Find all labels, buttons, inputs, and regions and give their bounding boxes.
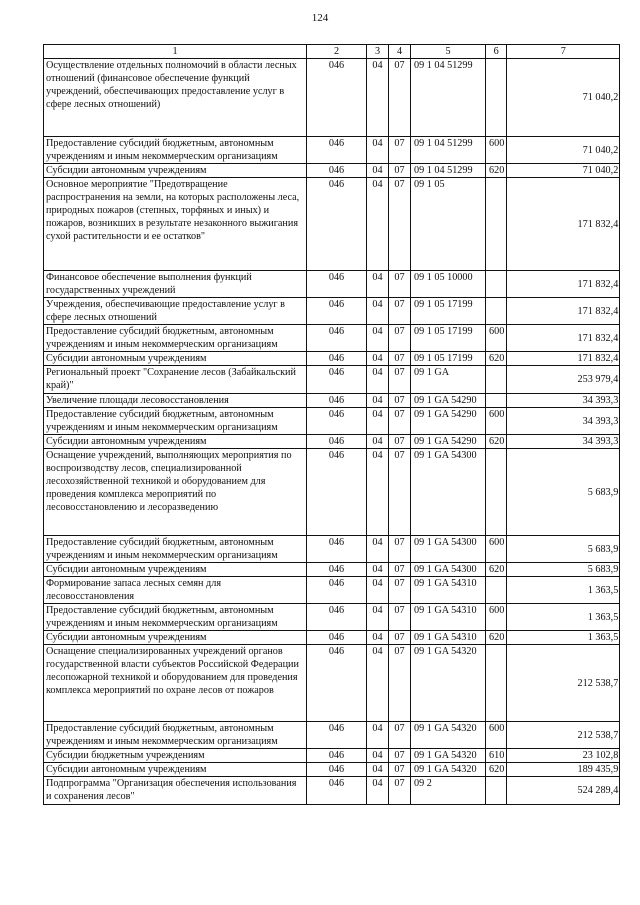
target-item-code-cell: 09 1 04 51299	[411, 59, 486, 137]
expense-type-code-cell	[486, 59, 507, 137]
column-number-header: 4	[389, 45, 411, 59]
table-row	[44, 563, 620, 577]
ministry-code-cell: 046	[307, 749, 367, 763]
table-row	[44, 59, 620, 137]
item-name-cell: Предоставление субсидий бюджетным, автономным учреждениям и иным некоммерческим организациям	[44, 408, 307, 435]
amount-cell: 34 393,3	[507, 394, 620, 408]
item-name-cell: Субсидии автономным учреждениям	[44, 352, 307, 366]
column-number-header: 3	[367, 45, 389, 59]
ministry-code-cell: 046	[307, 298, 367, 325]
subsection-code-cell: 07	[389, 325, 411, 352]
target-item-code-cell: 09 1 GA 54300	[411, 563, 486, 577]
item-name-cell: Предоставление субсидий бюджетным, автономным учреждениям и иным некоммерческим организациям	[44, 325, 307, 352]
amount-cell: 212 538,7	[507, 645, 620, 722]
table-row	[44, 631, 620, 645]
amount-cell: 171 832,4	[507, 352, 620, 366]
ministry-code-cell: 046	[307, 604, 367, 631]
target-item-code-cell: 09 1 GA 54320	[411, 749, 486, 763]
expense-type-code-cell: 600	[486, 408, 507, 435]
section-code-cell: 04	[367, 777, 389, 805]
table-row	[44, 137, 620, 164]
ministry-code-cell: 046	[307, 366, 367, 394]
item-name-cell: Предоставление субсидий бюджетным, автономным учреждениям и иным некоммерческим организациям	[44, 722, 307, 749]
ministry-code-cell: 046	[307, 394, 367, 408]
subsection-code-cell: 07	[389, 271, 411, 298]
amount-cell: 1 363,5	[507, 631, 620, 645]
target-item-code-cell: 09 1 05 17199	[411, 352, 486, 366]
expense-type-code-cell: 620	[486, 435, 507, 449]
subsection-code-cell: 07	[389, 563, 411, 577]
column-number-header: 5	[411, 45, 486, 59]
expense-type-code-cell: 600	[486, 536, 507, 563]
amount-cell: 71 040,2	[507, 164, 620, 178]
target-item-code-cell: 09 1 GA	[411, 366, 486, 394]
subsection-code-cell: 07	[389, 536, 411, 563]
subsection-code-cell: 07	[389, 137, 411, 164]
ministry-code-cell: 046	[307, 631, 367, 645]
amount-cell: 171 832,4	[507, 178, 620, 271]
expense-type-code-cell: 620	[486, 563, 507, 577]
ministry-code-cell: 046	[307, 722, 367, 749]
subsection-code-cell: 07	[389, 59, 411, 137]
ministry-code-cell: 046	[307, 325, 367, 352]
column-number-header: 1	[44, 45, 307, 59]
subsection-code-cell: 07	[389, 449, 411, 536]
subsection-code-cell: 07	[389, 298, 411, 325]
target-item-code-cell: 09 1 GA 54310	[411, 577, 486, 604]
column-number-header: 6	[486, 45, 507, 59]
item-name-cell: Учреждения, обеспечивающие предоставление услуг в сфере лесных отношений	[44, 298, 307, 325]
subsection-code-cell: 07	[389, 631, 411, 645]
item-name-cell: Финансовое обеспечение выполнения функций государственных учреждений	[44, 271, 307, 298]
subsection-code-cell: 07	[389, 352, 411, 366]
amount-cell: 23 102,8	[507, 749, 620, 763]
subsection-code-cell: 07	[389, 645, 411, 722]
section-code-cell: 04	[367, 449, 389, 536]
table-row	[44, 749, 620, 763]
table-row	[44, 763, 620, 777]
section-code-cell: 04	[367, 536, 389, 563]
table-row	[44, 366, 620, 394]
subsection-code-cell: 07	[389, 763, 411, 777]
target-item-code-cell: 09 1 GA 54290	[411, 435, 486, 449]
target-item-code-cell: 09 1 GA 54300	[411, 536, 486, 563]
expense-type-code-cell: 610	[486, 749, 507, 763]
ministry-code-cell: 046	[307, 164, 367, 178]
subsection-code-cell: 07	[389, 366, 411, 394]
amount-cell: 524 289,4	[507, 777, 620, 805]
subsection-code-cell: 07	[389, 749, 411, 763]
amount-cell: 71 040,2	[507, 137, 620, 164]
expense-type-code-cell: 620	[486, 352, 507, 366]
amount-cell: 5 683,9	[507, 563, 620, 577]
ministry-code-cell: 046	[307, 435, 367, 449]
table-row	[44, 408, 620, 435]
expense-type-code-cell: 600	[486, 604, 507, 631]
expense-type-code-cell: 600	[486, 137, 507, 164]
ministry-code-cell: 046	[307, 59, 367, 137]
item-name-cell: Региональный проект "Сохранение лесов (Забайкальский край)"	[44, 366, 307, 394]
table-row	[44, 604, 620, 631]
subsection-code-cell: 07	[389, 604, 411, 631]
section-code-cell: 04	[367, 59, 389, 137]
item-name-cell: Субсидии бюджетным учреждениям	[44, 749, 307, 763]
target-item-code-cell: 09 1 05 10000	[411, 271, 486, 298]
target-item-code-cell: 09 1 05 17199	[411, 298, 486, 325]
expense-type-code-cell	[486, 449, 507, 536]
section-code-cell: 04	[367, 178, 389, 271]
amount-cell: 5 683,9	[507, 449, 620, 536]
target-item-code-cell: 09 1 GA 54320	[411, 763, 486, 777]
amount-cell: 1 363,5	[507, 604, 620, 631]
ministry-code-cell: 046	[307, 777, 367, 805]
amount-cell: 253 979,4	[507, 366, 620, 394]
table-row	[44, 577, 620, 604]
item-name-cell: Субсидии автономным учреждениям	[44, 164, 307, 178]
expense-type-code-cell: 600	[486, 325, 507, 352]
subsection-code-cell: 07	[389, 408, 411, 435]
section-code-cell: 04	[367, 604, 389, 631]
table-row	[44, 178, 620, 271]
table-row	[44, 449, 620, 536]
target-item-code-cell: 09 1 04 51299	[411, 137, 486, 164]
expense-type-code-cell	[486, 645, 507, 722]
section-code-cell: 04	[367, 325, 389, 352]
subsection-code-cell: 07	[389, 394, 411, 408]
page-number: 124	[311, 12, 329, 24]
subsection-code-cell: 07	[389, 178, 411, 271]
item-name-cell: Субсидии автономным учреждениям	[44, 763, 307, 777]
target-item-code-cell: 09 2	[411, 777, 486, 805]
expense-type-code-cell	[486, 366, 507, 394]
ministry-code-cell: 046	[307, 178, 367, 271]
item-name-cell: Увеличение площади лесовосстановления	[44, 394, 307, 408]
item-name-cell: Подпрограмма "Организация обеспечения использования и сохранения лесов"	[44, 777, 307, 805]
section-code-cell: 04	[367, 763, 389, 777]
ministry-code-cell: 046	[307, 645, 367, 722]
section-code-cell: 04	[367, 366, 389, 394]
subsection-code-cell: 07	[389, 577, 411, 604]
ministry-code-cell: 046	[307, 271, 367, 298]
expense-type-code-cell	[486, 178, 507, 271]
table-row	[44, 645, 620, 722]
amount-cell: 212 538,7	[507, 722, 620, 749]
subsection-code-cell: 07	[389, 435, 411, 449]
expense-type-code-cell: 600	[486, 722, 507, 749]
table-row	[44, 352, 620, 366]
ministry-code-cell: 046	[307, 763, 367, 777]
section-code-cell: 04	[367, 408, 389, 435]
ministry-code-cell: 046	[307, 577, 367, 604]
amount-cell: 1 363,5	[507, 577, 620, 604]
subsection-code-cell: 07	[389, 164, 411, 178]
item-name-cell: Оснащение учреждений, выполняющих мероприятия по воспроизводству лесов, специализированной лесохозяйственной техникой и оборудованием для проведения комплекса мероприятий по лесовосстановлению и лесоразведению	[44, 449, 307, 536]
amount-cell: 171 832,4	[507, 298, 620, 325]
section-code-cell: 04	[367, 352, 389, 366]
table-row	[44, 271, 620, 298]
table-row	[44, 777, 620, 805]
section-code-cell: 04	[367, 577, 389, 604]
section-code-cell: 04	[367, 164, 389, 178]
target-item-code-cell: 09 1 05 17199	[411, 325, 486, 352]
table-row	[44, 435, 620, 449]
target-item-code-cell: 09 1 GA 54310	[411, 604, 486, 631]
target-item-code-cell: 09 1 GA 54320	[411, 645, 486, 722]
section-code-cell: 04	[367, 631, 389, 645]
target-item-code-cell: 09 1 GA 54290	[411, 408, 486, 435]
target-item-code-cell: 09 1 05	[411, 178, 486, 271]
column-number-header: 2	[307, 45, 367, 59]
expense-type-code-cell: 620	[486, 164, 507, 178]
section-code-cell: 04	[367, 394, 389, 408]
table-row	[44, 298, 620, 325]
ministry-code-cell: 046	[307, 352, 367, 366]
section-code-cell: 04	[367, 298, 389, 325]
item-name-cell: Предоставление субсидий бюджетным, автономным учреждениям и иным некоммерческим организациям	[44, 604, 307, 631]
target-item-code-cell: 09 1 GA 54290	[411, 394, 486, 408]
table-row	[44, 536, 620, 563]
amount-cell: 34 393,3	[507, 408, 620, 435]
column-number-header: 7	[507, 45, 620, 59]
item-name-cell: Формирование запаса лесных семян для лесовосстановления	[44, 577, 307, 604]
item-name-cell: Осуществление отдельных полномочий в области лесных отношений (финансовое обеспечение функций учреждений, обеспечивающих предоставление услуг в сфере лесных отношений)	[44, 59, 307, 137]
item-name-cell: Предоставление субсидий бюджетным, автономным учреждениям и иным некоммерческим организациям	[44, 536, 307, 563]
section-code-cell: 04	[367, 722, 389, 749]
ministry-code-cell: 046	[307, 137, 367, 164]
table-row	[44, 325, 620, 352]
table-row	[44, 722, 620, 749]
column-number-row	[44, 45, 620, 59]
amount-cell: 5 683,9	[507, 536, 620, 563]
target-item-code-cell: 09 1 GA 54320	[411, 722, 486, 749]
expense-type-code-cell	[486, 394, 507, 408]
ministry-code-cell: 046	[307, 449, 367, 536]
amount-cell: 71 040,2	[507, 59, 620, 137]
expense-type-code-cell	[486, 271, 507, 298]
expense-type-code-cell: 620	[486, 763, 507, 777]
section-code-cell: 04	[367, 749, 389, 763]
section-code-cell: 04	[367, 563, 389, 577]
section-code-cell: 04	[367, 137, 389, 164]
expense-type-code-cell	[486, 577, 507, 604]
expense-type-code-cell: 620	[486, 631, 507, 645]
item-name-cell: Субсидии автономным учреждениям	[44, 435, 307, 449]
amount-cell: 171 832,4	[507, 271, 620, 298]
target-item-code-cell: 09 1 GA 54300	[411, 449, 486, 536]
section-code-cell: 04	[367, 271, 389, 298]
target-item-code-cell: 09 1 04 51299	[411, 164, 486, 178]
amount-cell: 171 832,4	[507, 325, 620, 352]
ministry-code-cell: 046	[307, 408, 367, 435]
item-name-cell: Субсидии автономным учреждениям	[44, 631, 307, 645]
item-name-cell: Основное мероприятие "Предотвращение распространения на земли, на которых расположены леса, природных пожаров (степных, торфяных и иных) и пожаров, возникших в результате незаконного выжигания сухой растительности и ее остатков"	[44, 178, 307, 271]
table-row	[44, 164, 620, 178]
table-row	[44, 394, 620, 408]
amount-cell: 34 393,3	[507, 435, 620, 449]
budget-table	[43, 44, 620, 805]
ministry-code-cell: 046	[307, 536, 367, 563]
expense-type-code-cell	[486, 777, 507, 805]
target-item-code-cell: 09 1 GA 54310	[411, 631, 486, 645]
expense-type-code-cell	[486, 298, 507, 325]
amount-cell: 189 435,9	[507, 763, 620, 777]
subsection-code-cell: 07	[389, 777, 411, 805]
subsection-code-cell: 07	[389, 722, 411, 749]
ministry-code-cell: 046	[307, 563, 367, 577]
section-code-cell: 04	[367, 645, 389, 722]
item-name-cell: Оснащение специализированных учреждений органов государственной власти субъектов Российской Федерации лесопожарной техникой и оборудованием для проведения комплекса мероприятий по охране лесов от пожаров	[44, 645, 307, 722]
section-code-cell: 04	[367, 435, 389, 449]
item-name-cell: Предоставление субсидий бюджетным, автономным учреждениям и иным некоммерческим организациям	[44, 137, 307, 164]
item-name-cell: Субсидии автономным учреждениям	[44, 563, 307, 577]
